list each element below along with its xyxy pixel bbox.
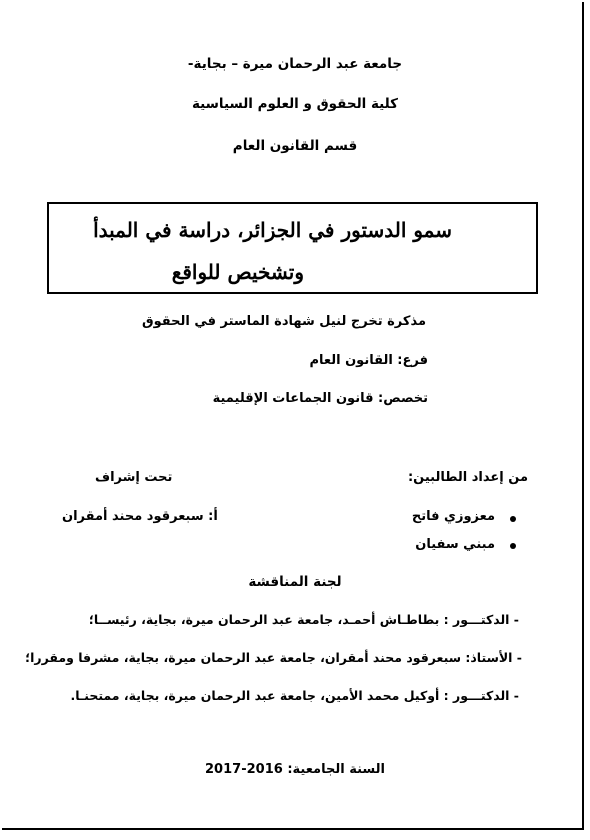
faculty-name: كلية الحقوق و العلوم السياسية xyxy=(191,96,399,112)
thesis-title-box xyxy=(47,202,538,294)
university-name: جامعة عبد الرحمان ميرة – بجاية- xyxy=(187,56,403,72)
degree-statement: مذكرة تخرج لنيل شهادة الماستر في الحقوق xyxy=(141,314,426,329)
committee-member-3: - الدكتـــور : أوكيل محمد الأمين، جامعة عبد الرحمان ميرة، بجاية، ممتحنـا. xyxy=(70,688,519,703)
branch-statement: فرع: القانون العام xyxy=(309,353,428,368)
thesis-title-line1: سمو الدستور في الجزائر، دراسة في المبدأ xyxy=(93,218,452,242)
committee-member-2: - الأستاذ: سبعرقود محند أمقران، جامعة عبد الرحمان ميرة، بجاية، مشرفا ومقررا؛ xyxy=(25,650,522,665)
specialty-statement: تخصص: قانون الجماعات الإقليمية xyxy=(212,391,428,406)
page-border xyxy=(2,2,584,830)
academic-year: السنة الجامعية: 2016-2017 xyxy=(205,762,385,777)
supervisor-name: أ: سبعرقود محند أمقران xyxy=(62,509,218,524)
student-name-1: معزوزي فاتح xyxy=(411,509,495,524)
supervision-label: تحت إشراف xyxy=(95,470,173,485)
committee-member-1: - الدكتـــور : بطاطـاش أحمـد، جامعة عبد الرحمان ميرة، بجاية، رئيســا؛ xyxy=(88,612,519,627)
student-bullet-2 xyxy=(510,543,516,549)
student-bullet-1 xyxy=(510,516,516,522)
thesis-title-line2: وتشخيص للواقع xyxy=(171,260,304,284)
students-label: من إعداد الطالبين: xyxy=(407,470,528,485)
committee-title: لجنة المناقشة xyxy=(248,574,342,590)
student-name-2: مبني سفيان xyxy=(415,537,495,552)
department-name: قسم القانون العام xyxy=(232,138,358,154)
